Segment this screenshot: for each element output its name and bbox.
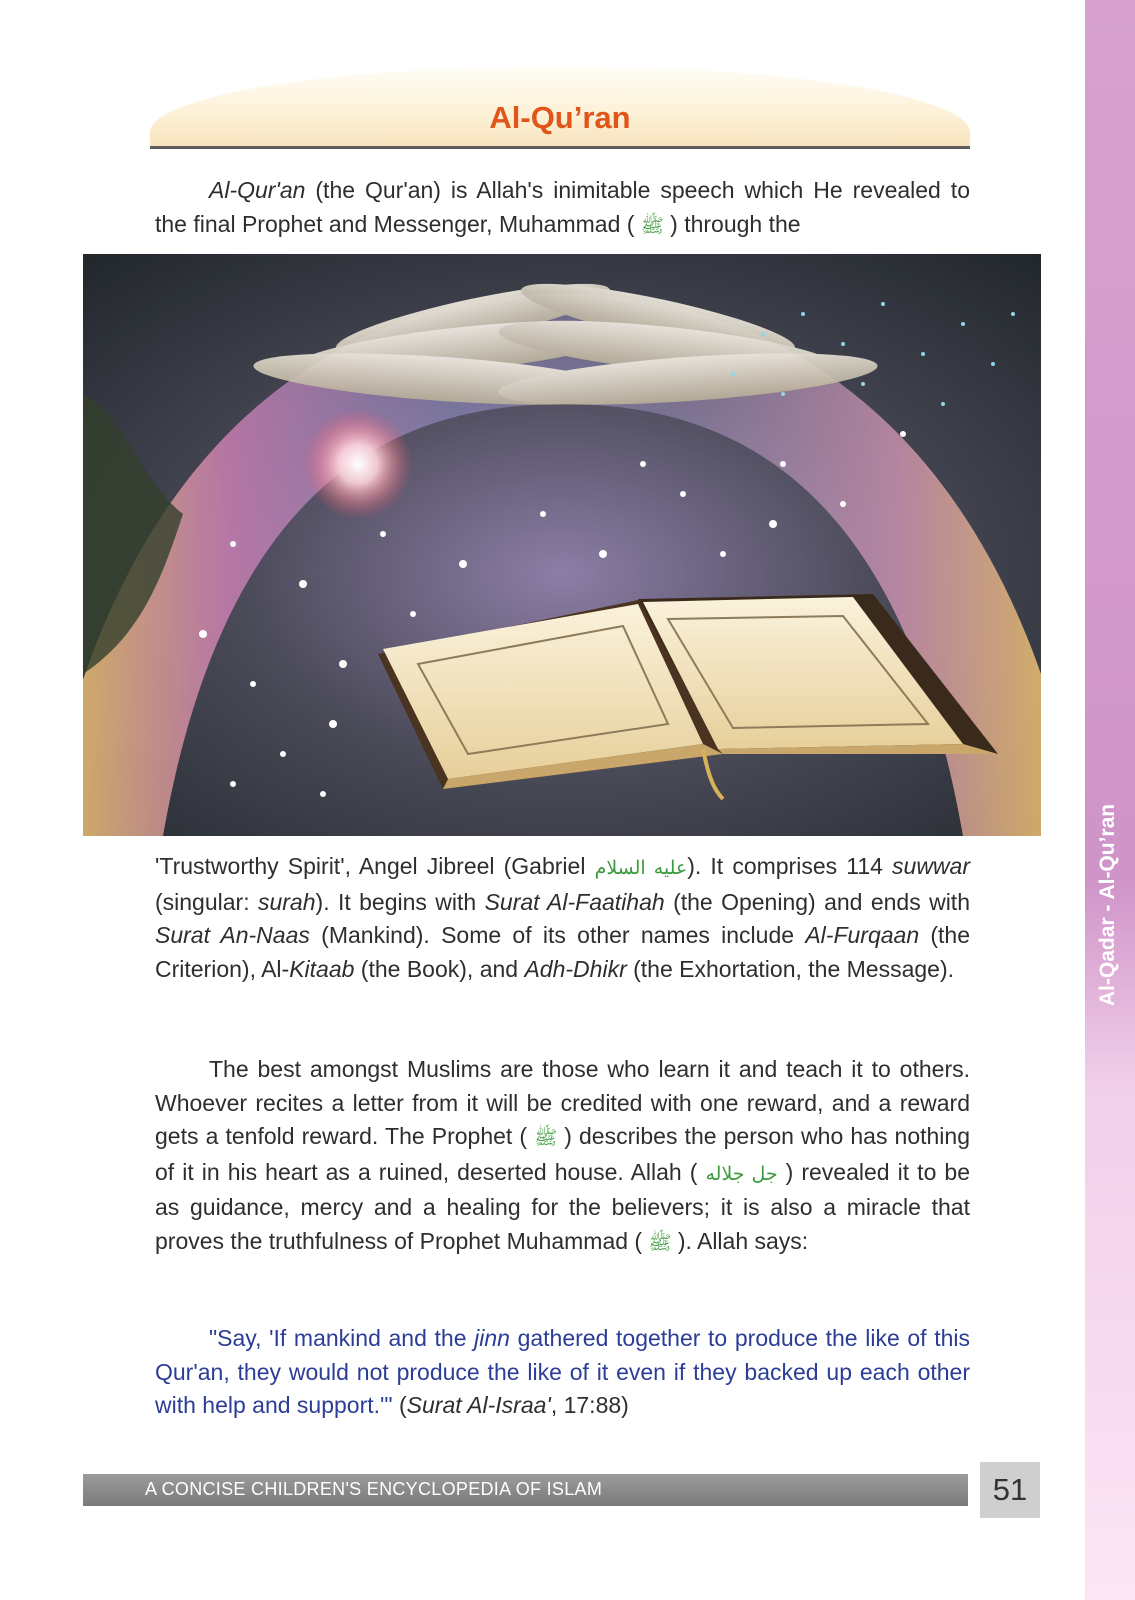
quran-quote: "Say, 'If mankind and the jinn gathered together to produce the like of this Qur'an, they would not produce the like of it even if they backed up each other with help and support.'" (Surat Al-Israa', 17:88) (155, 1325, 970, 1418)
page-title: Al-Qu’ran (489, 100, 631, 135)
honorific-icon: ﷺ (648, 1232, 672, 1254)
honorific-icon: ﷺ (534, 1128, 558, 1149)
side-tab-label: Al-Qadar - Al-Qu’ran (1096, 803, 1119, 1007)
honorific-icon: جل جلاله (705, 1163, 778, 1185)
page-number: 51 (992, 1472, 1028, 1507)
term-al-quran: Al-Qur'an (209, 177, 306, 203)
quran-illustration (83, 254, 1041, 836)
quote-reference: (Surat Al-Israa', 17:88) (392, 1392, 629, 1418)
footer-book-title: A CONCISE CHILDREN'S ENCYCLOPEDIA OF ISLAM (145, 1479, 603, 1499)
honorific-icon: ﷺ (640, 215, 664, 237)
description-paragraph: 'Trustworthy Spirit', Angel Jibreel (Gabriel عليه السلام). It comprises 114 suwwar (singular: surah). It begins with Surat Al-Faatihah (the Opening) and ends with Surat An-Naas (Mankind). Some of its other names include Al-Furqaan (the Criterion), Al-Kitaab (the Book), and Adh-Dhikr (the Exhortation, the Message). (155, 853, 971, 982)
honorific-icon: عليه السلام (594, 858, 688, 879)
virtues-paragraph: The best amongst Muslims are those who learn it and teach it to others. Whoever recites a letter from it will be credited with one reward, and a reward gets a tenfold reward. The Prophet ( ﷺ ) describes the person who has nothing of it in his heart as a ruined, deserted house. Allah ( جل جلاله ) revealed it to be as guidance, mercy and a healing for the believers; it is also a miracle that proves the truthfulness of Prophet Muhammad ( ﷺ ). Allah says: (155, 1056, 971, 1254)
intro-paragraph: Al-Qur'an (the Qur'an) is Allah's inimitable speech which He revealed to the final Prophet and Messenger, Muhammad ( ﷺ ) through the (155, 177, 970, 237)
